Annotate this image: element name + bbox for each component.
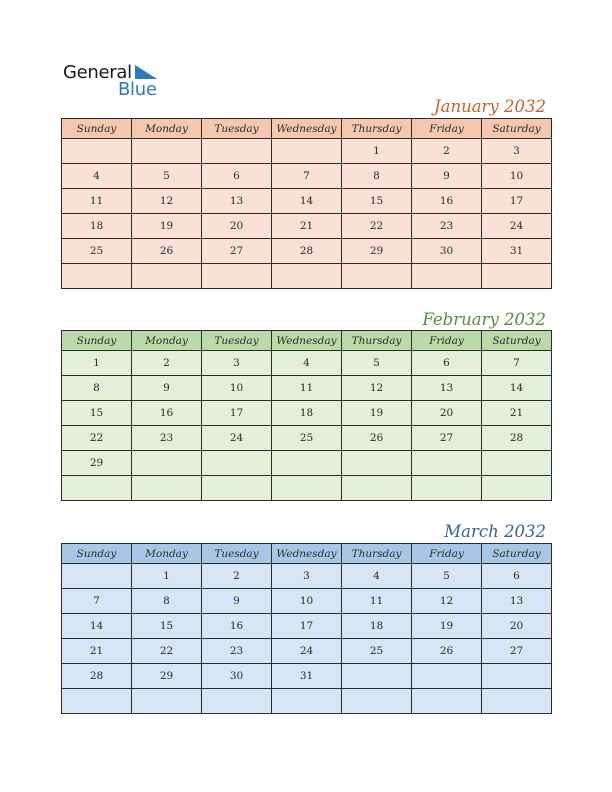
day-cell: 17 — [272, 614, 342, 639]
weekday-header: Monday — [132, 544, 202, 564]
day-cell — [202, 476, 272, 501]
day-cell: 7 — [62, 589, 132, 614]
day-cell: 7 — [482, 351, 552, 376]
calendar-february — [61, 330, 552, 501]
week-row — [62, 264, 552, 289]
day-cell: 19 — [342, 401, 412, 426]
day-cell: 2 — [132, 351, 202, 376]
day-cell: 2 — [412, 139, 482, 164]
day-cell — [132, 451, 202, 476]
week-row — [62, 239, 552, 264]
day-cell: 15 — [132, 614, 202, 639]
weekday-header: Friday — [412, 331, 482, 351]
weekday-header: Wednesday — [272, 544, 342, 564]
day-cell: 8 — [342, 164, 412, 189]
day-cell — [62, 139, 132, 164]
day-cell: 14 — [62, 614, 132, 639]
day-cell: 28 — [482, 426, 552, 451]
day-cell — [342, 664, 412, 689]
day-cell: 10 — [482, 164, 552, 189]
day-cell: 13 — [202, 189, 272, 214]
day-cell — [132, 476, 202, 501]
day-cell: 27 — [412, 426, 482, 451]
day-cell: 6 — [412, 351, 482, 376]
week-row — [62, 589, 552, 614]
day-cell: 7 — [272, 164, 342, 189]
day-cell — [482, 689, 552, 714]
day-cell — [202, 451, 272, 476]
day-cell: 27 — [202, 239, 272, 264]
week-row — [62, 139, 552, 164]
day-cell — [412, 476, 482, 501]
day-cell — [272, 689, 342, 714]
day-cell — [342, 689, 412, 714]
weekday-header-row — [62, 119, 552, 139]
day-cell: 20 — [202, 214, 272, 239]
day-cell: 12 — [342, 376, 412, 401]
day-cell — [62, 264, 132, 289]
day-cell: 28 — [62, 664, 132, 689]
day-cell: 11 — [62, 189, 132, 214]
day-cell: 19 — [132, 214, 202, 239]
day-cell: 24 — [272, 639, 342, 664]
day-cell: 23 — [132, 426, 202, 451]
day-cell: 8 — [62, 376, 132, 401]
day-cell: 22 — [132, 639, 202, 664]
day-cell: 6 — [482, 564, 552, 589]
week-row — [62, 189, 552, 214]
day-cell: 4 — [62, 164, 132, 189]
day-cell — [132, 689, 202, 714]
day-cell — [412, 451, 482, 476]
day-cell — [132, 264, 202, 289]
day-cell: 5 — [342, 351, 412, 376]
day-cell: 4 — [272, 351, 342, 376]
week-row — [62, 564, 552, 589]
day-cell — [412, 664, 482, 689]
weekday-header: Monday — [132, 331, 202, 351]
day-cell: 31 — [482, 239, 552, 264]
day-cell — [272, 264, 342, 289]
week-row — [62, 664, 552, 689]
weekday-header: Tuesday — [202, 544, 272, 564]
day-cell: 23 — [202, 639, 272, 664]
day-cell — [482, 451, 552, 476]
weekday-header: Sunday — [62, 331, 132, 351]
week-row — [62, 614, 552, 639]
day-cell: 8 — [132, 589, 202, 614]
day-cell: 25 — [62, 239, 132, 264]
weekday-header: Saturday — [482, 331, 552, 351]
day-cell: 5 — [132, 164, 202, 189]
weekday-header: Thursday — [342, 119, 412, 139]
weekday-header: Wednesday — [272, 331, 342, 351]
calendar-march — [61, 543, 552, 714]
weekday-header: Thursday — [342, 331, 412, 351]
day-cell: 18 — [342, 614, 412, 639]
day-cell: 2 — [202, 564, 272, 589]
day-cell — [482, 664, 552, 689]
day-cell — [482, 476, 552, 501]
day-cell: 21 — [62, 639, 132, 664]
day-cell: 9 — [412, 164, 482, 189]
day-cell — [62, 564, 132, 589]
day-cell: 11 — [272, 376, 342, 401]
day-cell: 1 — [132, 564, 202, 589]
week-row — [62, 689, 552, 714]
day-cell: 1 — [342, 139, 412, 164]
day-cell: 18 — [272, 401, 342, 426]
day-cell: 15 — [62, 401, 132, 426]
day-cell: 21 — [272, 214, 342, 239]
day-cell — [202, 139, 272, 164]
day-cell — [412, 264, 482, 289]
day-cell: 30 — [202, 664, 272, 689]
day-cell: 16 — [412, 189, 482, 214]
day-cell — [272, 451, 342, 476]
weekday-header: Tuesday — [202, 331, 272, 351]
day-cell: 9 — [202, 589, 272, 614]
day-cell — [202, 264, 272, 289]
day-cell: 28 — [272, 239, 342, 264]
weekday-header-row — [62, 544, 552, 564]
day-cell: 9 — [132, 376, 202, 401]
day-cell: 29 — [132, 664, 202, 689]
day-cell — [342, 451, 412, 476]
weekday-header: Saturday — [482, 119, 552, 139]
day-cell: 22 — [342, 214, 412, 239]
day-cell: 30 — [412, 239, 482, 264]
weekday-header: Wednesday — [272, 119, 342, 139]
week-row — [62, 351, 552, 376]
weekday-header: Sunday — [62, 544, 132, 564]
weekday-header: Saturday — [482, 544, 552, 564]
day-cell: 13 — [412, 376, 482, 401]
day-cell: 12 — [412, 589, 482, 614]
month-title-march: March 2032 — [444, 522, 546, 541]
day-cell: 26 — [412, 639, 482, 664]
day-cell: 24 — [482, 214, 552, 239]
day-cell: 3 — [202, 351, 272, 376]
day-cell: 18 — [62, 214, 132, 239]
weekday-header: Sunday — [62, 119, 132, 139]
logo-triangle-icon — [135, 65, 157, 79]
calendar-january — [61, 118, 552, 289]
day-cell: 31 — [272, 664, 342, 689]
day-cell: 24 — [202, 426, 272, 451]
month-title-february: February 2032 — [422, 310, 546, 329]
day-cell: 29 — [342, 239, 412, 264]
day-cell: 26 — [132, 239, 202, 264]
day-cell: 10 — [272, 589, 342, 614]
day-cell: 17 — [202, 401, 272, 426]
day-cell: 20 — [412, 401, 482, 426]
weekday-header: Thursday — [342, 544, 412, 564]
day-cell: 19 — [412, 614, 482, 639]
day-cell — [272, 476, 342, 501]
day-cell: 21 — [482, 401, 552, 426]
day-cell: 16 — [202, 614, 272, 639]
day-cell — [62, 689, 132, 714]
day-cell: 26 — [342, 426, 412, 451]
day-cell — [342, 476, 412, 501]
logo-text-general: General — [63, 62, 132, 83]
day-cell — [272, 139, 342, 164]
day-cell: 27 — [482, 639, 552, 664]
day-cell: 23 — [412, 214, 482, 239]
day-cell: 14 — [272, 189, 342, 214]
day-cell: 3 — [272, 564, 342, 589]
day-cell — [202, 689, 272, 714]
day-cell — [412, 689, 482, 714]
day-cell — [132, 139, 202, 164]
day-cell: 10 — [202, 376, 272, 401]
day-cell: 12 — [132, 189, 202, 214]
day-cell: 15 — [342, 189, 412, 214]
day-cell: 14 — [482, 376, 552, 401]
logo-text-blue: Blue — [118, 79, 157, 100]
logo — [63, 62, 163, 100]
day-cell: 6 — [202, 164, 272, 189]
day-cell — [342, 264, 412, 289]
week-row — [62, 376, 552, 401]
day-cell — [482, 264, 552, 289]
day-cell: 17 — [482, 189, 552, 214]
day-cell: 4 — [342, 564, 412, 589]
month-title-january: January 2032 — [434, 97, 546, 116]
week-row — [62, 164, 552, 189]
week-row — [62, 451, 552, 476]
week-row — [62, 214, 552, 239]
day-cell: 20 — [482, 614, 552, 639]
week-row — [62, 401, 552, 426]
day-cell: 13 — [482, 589, 552, 614]
week-row — [62, 476, 552, 501]
day-cell — [62, 476, 132, 501]
weekday-header-row — [62, 331, 552, 351]
day-cell: 25 — [272, 426, 342, 451]
weekday-header: Tuesday — [202, 119, 272, 139]
day-cell: 29 — [62, 451, 132, 476]
week-row — [62, 426, 552, 451]
weekday-header: Friday — [412, 544, 482, 564]
week-row — [62, 639, 552, 664]
day-cell: 3 — [482, 139, 552, 164]
day-cell: 22 — [62, 426, 132, 451]
day-cell: 11 — [342, 589, 412, 614]
weekday-header: Friday — [412, 119, 482, 139]
day-cell: 1 — [62, 351, 132, 376]
day-cell: 16 — [132, 401, 202, 426]
day-cell: 25 — [342, 639, 412, 664]
weekday-header: Monday — [132, 119, 202, 139]
day-cell: 5 — [412, 564, 482, 589]
